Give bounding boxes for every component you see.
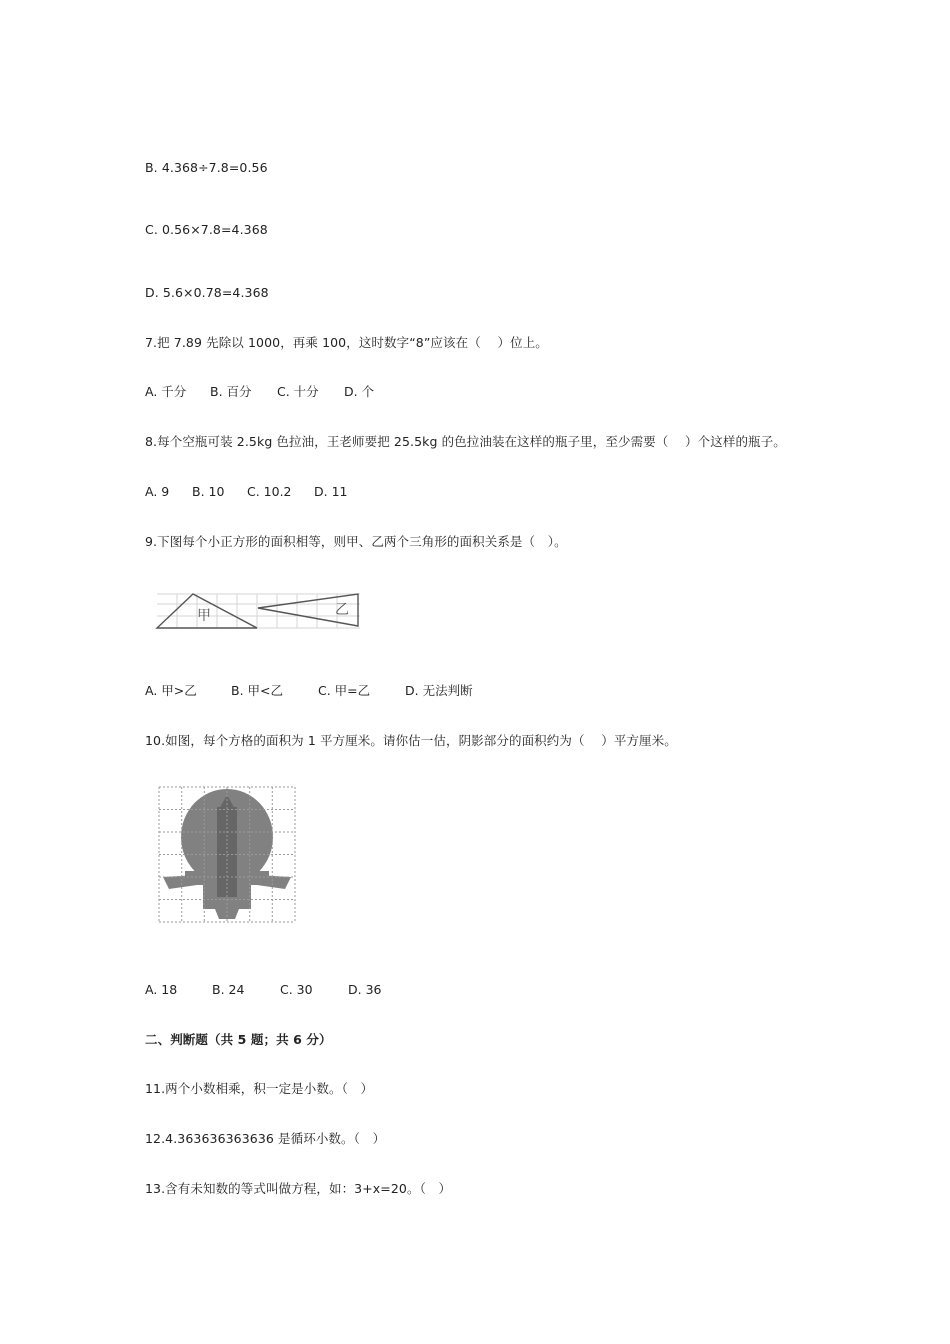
section2-heading: 二、判断题（共 5 题；共 6 分） bbox=[145, 1032, 332, 1047]
q12-statement: 12.4.363636363636 是循环小数。（ ） bbox=[145, 1131, 386, 1146]
q7-option-c: C. 十分 bbox=[277, 384, 319, 399]
q7-question: 7.把 7.89 先除以 1000，再乘 100，这时数字“8”应该在（ ）位上。 bbox=[145, 335, 548, 350]
q9-option-b: B. 甲<乙 bbox=[231, 683, 283, 698]
q7-option-b: B. 百分 bbox=[210, 384, 252, 399]
q10-option-b: B. 24 bbox=[212, 982, 245, 997]
triangle-jia-label: 甲 bbox=[197, 608, 211, 624]
q6-option-c: C. 0.56×7.8=4.368 bbox=[145, 222, 268, 237]
q10-option-c: C. 30 bbox=[280, 982, 313, 997]
q7-option-a: A. 千分 bbox=[145, 384, 187, 399]
q13-statement: 13.含有未知数的等式叫做方程，如：3+x=20。（ ） bbox=[145, 1181, 452, 1196]
q8-question: 8.每个空瓶可装 2.5kg 色拉油，王老师要把 25.5kg 的色拉油装在这样的瓶子里，至少需要（ ）个这样的瓶子。 bbox=[145, 434, 786, 449]
q10-grid-figure bbox=[157, 785, 297, 925]
q8-option-c: C. 10.2 bbox=[247, 484, 292, 499]
q9-option-a: A. 甲>乙 bbox=[145, 683, 197, 698]
q9-question: 9.下图每个小正方形的面积相等，则甲、乙两个三角形的面积关系是（ ）。 bbox=[145, 534, 567, 549]
q9-option-d: D. 无法判断 bbox=[405, 683, 473, 698]
q8-option-d: D. 11 bbox=[314, 484, 348, 499]
q9-triangle-figure bbox=[155, 592, 365, 632]
q7-option-d: D. 个 bbox=[344, 384, 375, 399]
q6-option-d: D. 5.6×0.78=4.368 bbox=[145, 285, 269, 300]
q10-option-a: A. 18 bbox=[145, 982, 178, 997]
q11-statement: 11.两个小数相乘，积一定是小数。（ ） bbox=[145, 1081, 374, 1096]
q10-option-d: D. 36 bbox=[348, 982, 382, 997]
q8-option-b: B. 10 bbox=[192, 484, 225, 499]
triangle-yi-label: 乙 bbox=[335, 602, 349, 618]
q9-option-c: C. 甲=乙 bbox=[318, 683, 371, 698]
q8-option-a: A. 9 bbox=[145, 484, 170, 499]
q10-question: 10.如图，每个方格的面积为 1 平方厘米。请你估一估，阴影部分的面积约为（ ）平方厘米。 bbox=[145, 733, 677, 748]
q6-option-b: B. 4.368÷7.8=0.56 bbox=[145, 160, 268, 175]
